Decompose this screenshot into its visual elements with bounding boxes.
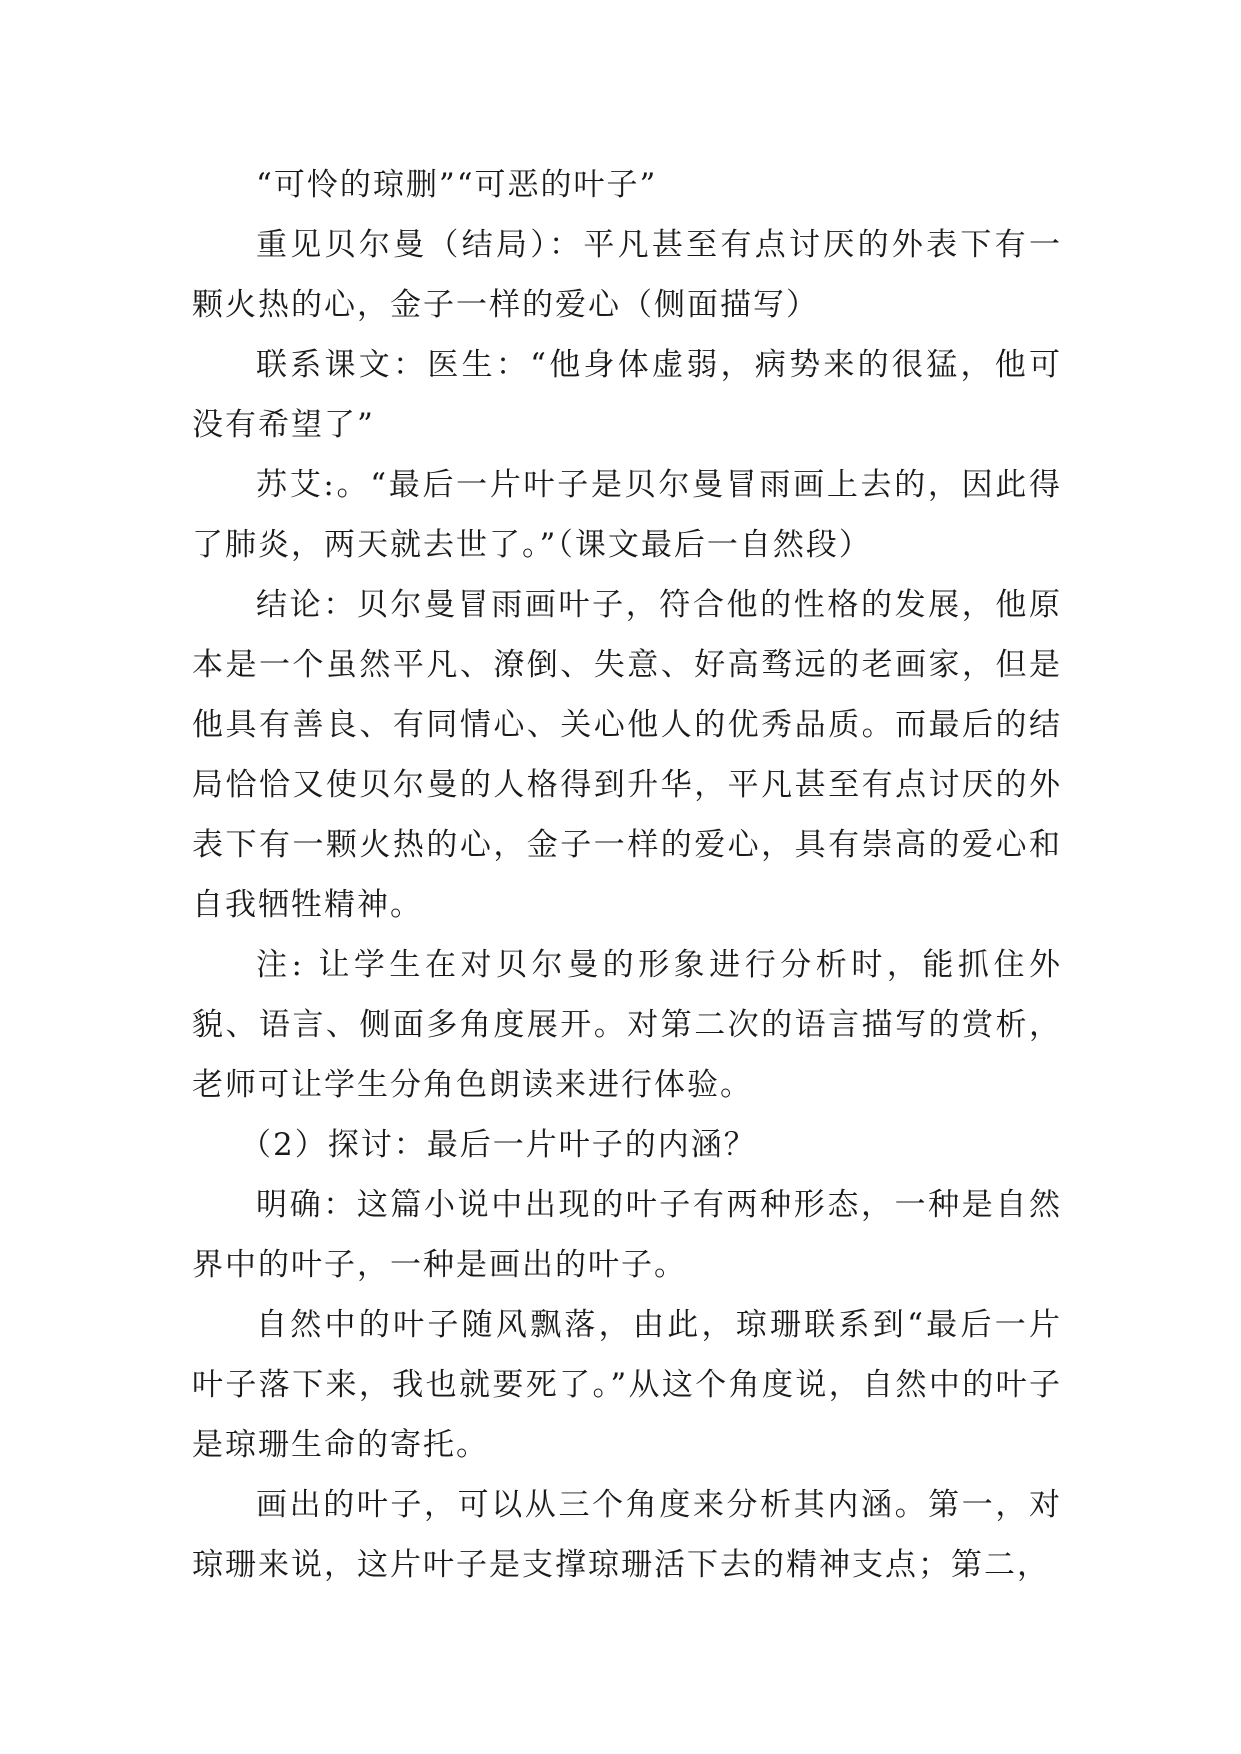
paragraph-8: 明确：这篇小说中出现的叶子有两种形态，一种是自然界中的叶子，一种是画出的叶子。	[192, 1187, 1062, 1283]
paragraph-4: 苏艾:。“最后一片叶子是贝尔曼冒雨画上去的，因此得了肺炎，两天就去世了。”（课文最后一自然段）	[192, 467, 1062, 563]
paragraph-6: 注: 让学生在对贝尔曼的形象进行分析时，能抓住外貌、语言、侧面多角度展开。对第二次的语言描写的赏析，老师可让学生分角色朗读来进行体验。	[192, 947, 1062, 1103]
paragraph-1: “可怜的琼删”“可恶的叶子”	[256, 167, 658, 203]
document-body	[192, 155, 1062, 1595]
paragraph-5: 结论：贝尔曼冒雨画叶子，符合他的性格的发展，他原本是一个虽然平凡、潦倒、失意、好高骛远的老画家，但是他具有善良、有同情心、关心他人的优秀品质。而最后的结局恰恰又使贝尔曼的人格得到升华，平凡甚至有点讨厌的外表下有一颗火热的心，金子一样的爱心，具有崇高的爱心和自我牺牲精神。	[192, 587, 1062, 923]
paragraph-7: （2）探讨：最后一片叶子的内涵？	[240, 1127, 757, 1163]
paragraph-3: 联系课文：医生：“他身体虚弱，病势来的很猛，他可没有希望了”	[192, 347, 1062, 443]
paragraph-10: 画出的叶子，可以从三个角度来分析其内涵。第一，对琼珊来说，这片叶子是支撑琼珊活下去的精神支点；第二，	[192, 1487, 1062, 1583]
paragraph-2: 重见贝尔曼（结局）：平凡甚至有点讨厌的外表下有一颗火热的心，金子一样的爱心（侧面描写）	[192, 227, 1062, 323]
paragraph-9: 自然中的叶子随风飘落，由此，琼珊联系到“最后一片叶子落下来，我也就要死了。”从这个角度说，自然中的叶子是琼珊生命的寄托。	[192, 1307, 1062, 1463]
